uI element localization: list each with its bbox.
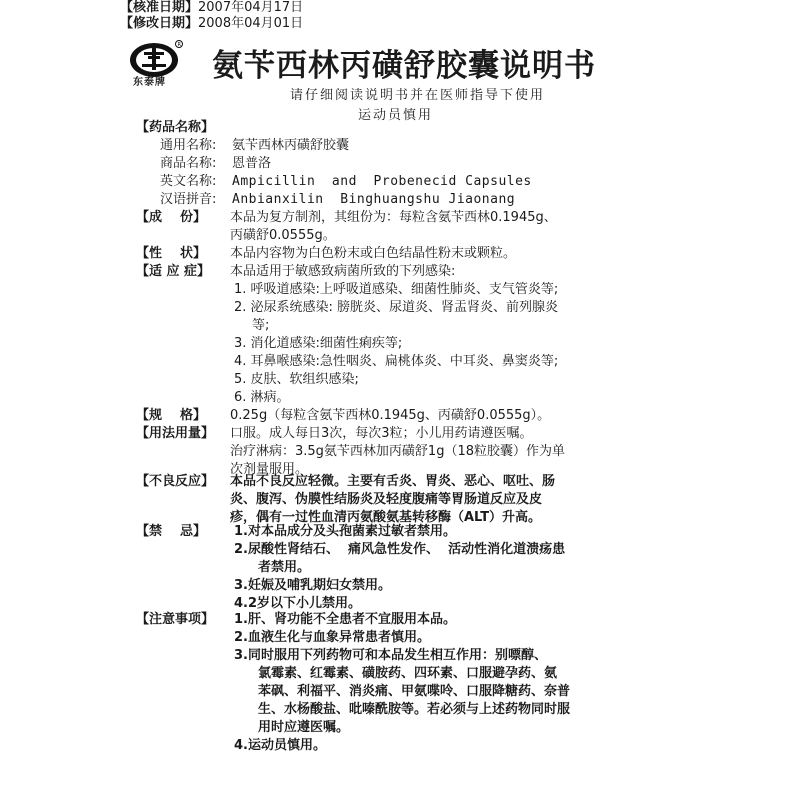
english-name-value: Ampicillin and Probenecid Capsules	[232, 174, 532, 189]
english-name-label: 英文名称:	[160, 174, 217, 189]
composition-line: 丙磺舒0.0555g。	[230, 228, 336, 243]
precaution-item: 2.血液生化与血象异常患者慎用。	[234, 630, 430, 645]
indication-item: 等;	[252, 318, 270, 333]
pinyin-name-field	[160, 191, 515, 209]
contraindication-item: 1.对本品成分及头孢菌素过敏者禁用。	[234, 524, 456, 539]
revision-date-label: 【修改日期】	[120, 16, 199, 31]
indication-item: 2. 泌尿系统感染: 膀胱炎、尿道炎、肾盂肾炎、前列腺炎	[234, 300, 559, 315]
athlete-caution-note: 运动员慎用	[358, 108, 434, 123]
indication-item: 1. 呼吸道感染:上呼吸道感染、细菌性肺炎、支气管炎等;	[234, 282, 559, 297]
contraindication-item: 2.尿酸性肾结石、 痛风急性发作、 活动性消化道溃疡患	[234, 542, 566, 557]
specification-line: 0.25g（每粒含氨苄西林0.1945g、丙磺舒0.0555g）。	[230, 408, 551, 423]
document-subtitle: 请仔细阅读说明书并在医师指导下使用	[290, 88, 546, 103]
composition-line: 本品为复方制剂，其组份为：每粒含氨苄西林0.1945g、	[230, 210, 557, 225]
contraindication-item: 3.妊娠及哺乳期妇女禁用。	[234, 578, 391, 593]
section-indications-header: 【适 应 症】	[136, 264, 211, 279]
precaution-item: 氯霉素、红霉素、磺胺药、四环素、口服避孕药、氨	[258, 666, 558, 681]
english-name-field	[160, 173, 532, 191]
dosage-line: 次剂量服用。	[230, 462, 309, 477]
specification-header-right: 格】	[179, 408, 206, 423]
adverse-line: 本品不良反应轻微。主要有舌炎、胃炎、恶心、呕吐、肠	[230, 474, 556, 489]
section-description-header	[136, 245, 206, 263]
precaution-item: 生、水杨酸盐、吡嗪酰胺等。若必须与上述药物同时服	[258, 702, 571, 717]
trade-name-value: 恩普洛	[232, 156, 272, 171]
generic-name-label: 通用名称:	[160, 138, 217, 153]
description-header-right: 状】	[179, 246, 206, 261]
trade-name-field	[160, 155, 271, 173]
indications-intro: 本品适用于敏感致病菌所致的下列感染:	[230, 264, 456, 279]
contraindication-item: 4.2岁以下小儿禁用。	[234, 596, 362, 611]
precaution-item: 1.肝、肾功能不全患者不宜服用本品。	[234, 612, 456, 627]
section-contraindications-header	[136, 523, 206, 541]
brand-name: 东泰牌	[133, 77, 166, 88]
section-dosage-header: 【用法用量】	[136, 426, 215, 441]
approval-date-label: 【核准日期】	[120, 0, 199, 15]
description-header-left: 【性	[136, 246, 163, 261]
description-line: 本品内容物为白色粉末或白色结晶性粉末或颗粒。	[230, 246, 517, 261]
adverse-line: 炎、腹泻、伪膜性结肠炎及轻度腹痛等胃肠道反应及皮	[230, 492, 543, 507]
section-precautions-header: 【注意事项】	[136, 612, 215, 627]
precaution-item: 3.同时服用下列药物可和本品发生相互作用：别嘌醇、	[234, 648, 547, 663]
pinyin-name-label: 汉语拼音:	[160, 192, 217, 207]
precaution-item: 4.运动员慎用。	[234, 738, 326, 753]
section-drug-name-header: 【药品名称】	[136, 120, 215, 135]
contraindication-item: 者禁用。	[258, 560, 311, 575]
pinyin-name-value: Anbianxilin Binghuangshu Jiaonang	[232, 192, 516, 207]
precaution-item: 苯砜、利福平、消炎痛、甲氨喋呤、口服降糖药、奈普	[258, 684, 571, 699]
approval-date-line	[120, 0, 303, 16]
contraindications-header-left: 【禁	[136, 524, 163, 539]
contraindications-header-right: 忌】	[179, 524, 206, 539]
document-title: 氨苄西林丙磺舒胶囊说明书	[212, 48, 596, 84]
section-composition-header	[136, 209, 206, 227]
revision-date-line	[120, 16, 303, 32]
section-adverse-header: 【不良反应】	[136, 474, 215, 489]
dosage-line: 治疗淋病：3.5g氨苄西林加丙磺舒1g（18粒胶囊）作为单	[230, 444, 565, 459]
adverse-line: 疹，偶有一过性血清丙氨酸氨基转移酶（ALT）升高。	[230, 510, 542, 525]
composition-header-left: 【成	[136, 210, 163, 225]
trade-name-label: 商品名称:	[160, 156, 217, 171]
indication-item: 6. 淋病。	[234, 390, 290, 405]
generic-name-field	[160, 137, 349, 155]
indication-item: 4. 耳鼻喉感染:急性咽炎、扁桃体炎、中耳炎、鼻窦炎等;	[234, 354, 559, 369]
svg-text:R: R	[177, 42, 181, 48]
composition-header-right: 份】	[179, 210, 206, 225]
indication-item: 5. 皮肤、软组织感染;	[234, 372, 359, 387]
precaution-item: 用时应遵医嘱。	[258, 720, 350, 735]
revision-date-value: 2008年04月01日	[198, 16, 304, 31]
dosage-line: 口服。成人每日3次，每次3粒；小儿用药请遵医嘱。	[230, 426, 533, 441]
indication-item: 3. 消化道感染:细菌性痢疾等;	[234, 336, 403, 351]
specification-header-left: 【规	[136, 408, 163, 423]
approval-date-value: 2007年04月17日	[198, 0, 304, 15]
generic-name-value: 氨苄西林丙磺舒胶囊	[232, 138, 350, 153]
section-specification-header	[136, 407, 206, 425]
